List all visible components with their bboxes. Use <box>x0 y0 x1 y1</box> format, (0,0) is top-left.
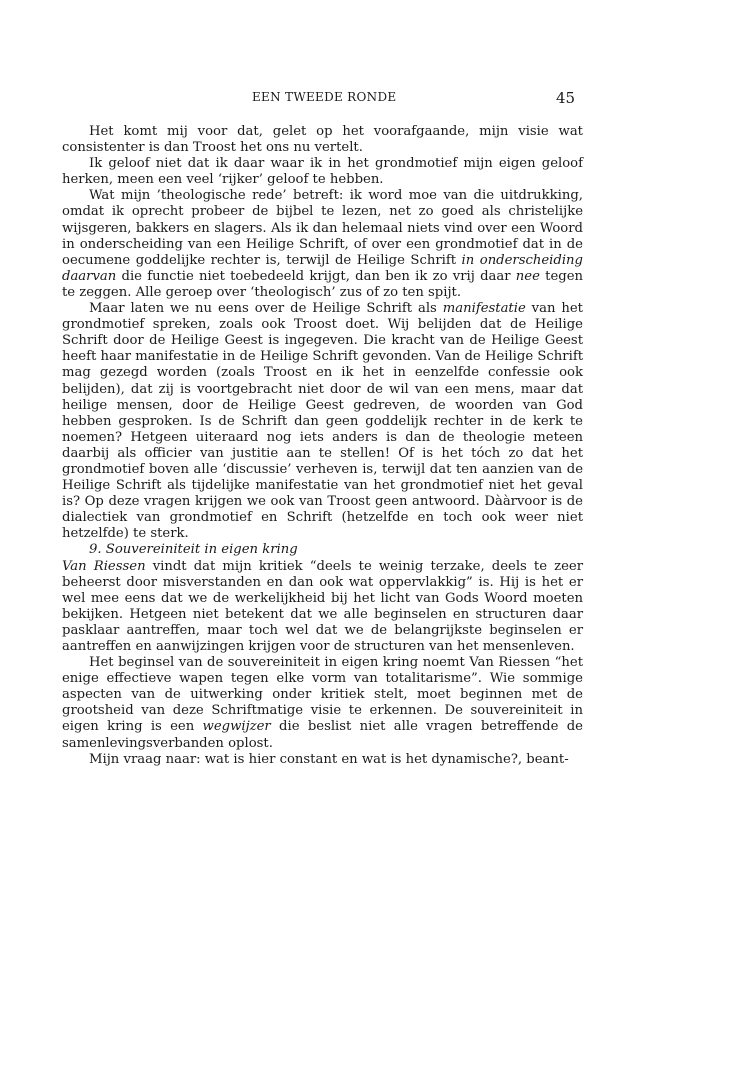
running-head: EEN TWEEDE RONDE <box>252 90 397 104</box>
page-number: 45 <box>556 89 576 107</box>
paragraph: Van Riessen vindt dat mijn kritiek “deels te weinig terzake, deels te zeer beheerst door misverstanden en dan ook wat oppervlakkig” is. Hij is het er wel mee eens dat we de werkelijkheid bij het licht van Gods Woord moeten bekijken. Hetgeen niet betekent dat we alle beginselen en structuren daar pasklaar aantreffen, maar toch wel dat we de belangrijkste beginselen er aantreffen en aanwijzingen krijgen voor de structuren van het mensenleven. <box>62 558 584 654</box>
section-number: 9. <box>89 542 102 558</box>
paragraph: Maar laten we nu eens over de Heilige Schrift als manifestatie van het grondmotief spreken, zoals ook Troost doet. Wij belijden dat de Heilige Schrift door de Heilige Geest is ingegeven. Die kracht van de Heilige Geest heeft haar manifestatie in de Heilige Schrift gevonden. Van de Heilige Schrift mag gezegd worden (zoals Troost en ik het in eenzelfde confessie ook belijden), dat zij is voortgebracht niet door de wil van een mens, maar dat heilige mensen, door de Heilige Geest gedreven, de woorden van God hebben gesproken. Is de Schrift dan geen goddelijk rechter in de kerk te noemen? Hetgeen uiteraard nog iets anders is dan de theologie meteen daarbij als officier van justitie aan te stellen! Of is het tóch zo dat het grondmotief boven alle ‘discussie’ verheven is, terwijl dat ten aanzien van de Heilige Schrift als tijdelijke manifestatie van het grondmotief niet het geval is? Op deze vragen krijgen we ook van Troost geen antwoord. Dààrvoor is de dialectiek van grondmotief en Schrift (hetzelfde en toch ook weer niet hetzelfde) te sterk. <box>62 301 583 542</box>
paragraph: Mijn vraag naar: wat is hier constant en wat is het dynamische?, beant- <box>89 751 569 767</box>
body-text <box>62 124 583 768</box>
paragraph: Wat mijn ’theologische rede’ betreft: ik word moe van die uitdrukking, omdat ik oprecht probeer de bijbel te lezen, net zo goed als christelijke wijsgeren, bakkers en slagers. Als ik dan helemaal niets vind over een Woord in onderscheiding van een Heilige Schrift, of over een grondmotief dat in de oecumene goddelijke rechter is, terwijl de Heilige Schrift in onderscheiding daarvan die functie niet toebedeeld krijgt, dan ben ik zo vrij daar nee tegen te zeggen. Alle geroep over ‘theologisch’ zus of zo ten spijt. <box>62 188 583 300</box>
section-heading <box>62 542 583 558</box>
paragraph: Het beginsel van de souvereiniteit in eigen kring noemt Van Riessen “het enige effectieve wapen tegen elke vorm van totalitarisme”. Wie sommige aspecten van de uitwerking onder kritiek stelt, moet beginnen met de grootsheid van deze Schriftmatige visie te erkennen. De souvereiniteit in eigen kring is een wegwijzer die beslist niet alle vragen betreffende de samenlevingsverbanden oplost. <box>62 655 583 751</box>
paragraph: Het komt mij voor dat, gelet op het voorafgaande, mijn visie wat consistenter is dan Troost het ons nu vertelt. <box>62 124 583 156</box>
paragraph: Ik geloof niet dat ik daar waar ik in het grondmotief mijn eigen geloof herken, meen een veel ‘rijker’ geloof te hebben. <box>62 156 583 188</box>
section-title: Souvereiniteit in eigen kring <box>105 542 298 558</box>
